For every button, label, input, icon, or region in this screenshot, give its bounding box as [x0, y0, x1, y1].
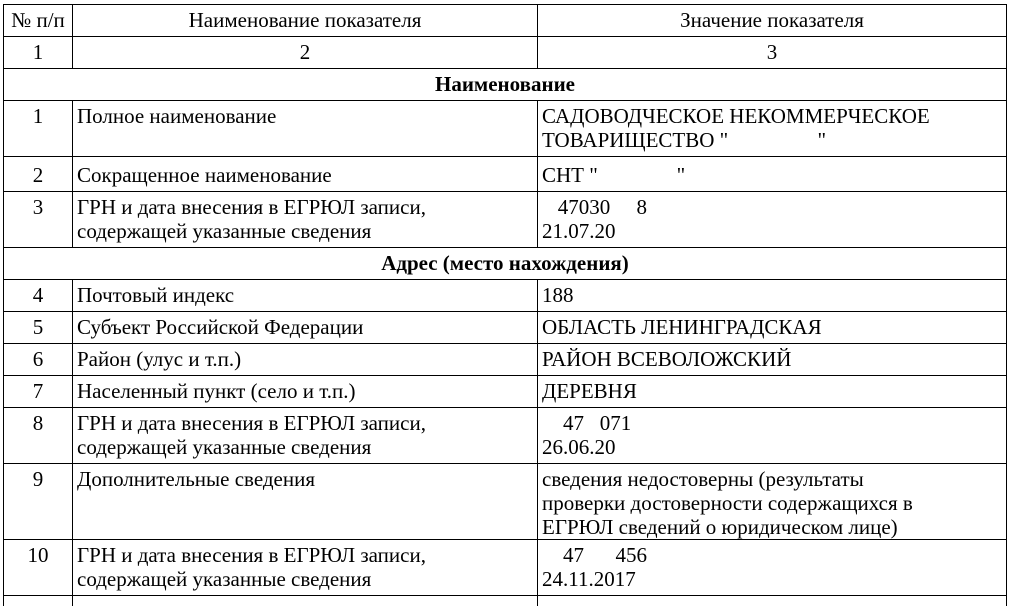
indicator-name — [73, 540, 538, 596]
empty-cell — [73, 596, 538, 607]
indicator-value — [538, 464, 1007, 540]
empty-cell — [538, 596, 1007, 607]
table-row — [4, 101, 1007, 157]
indicator-value-line: САДОВОДЧЕСКОЕ НЕКОММЕРЧЕСКОЕ — [542, 104, 930, 128]
header-num: № п/п — [4, 5, 73, 37]
section-heading-address — [4, 248, 1007, 280]
indicator-value — [538, 408, 1007, 464]
table-row — [4, 344, 1007, 376]
table-row — [4, 540, 1007, 596]
indicator-value — [538, 312, 1007, 344]
row-number: 2 — [4, 157, 73, 192]
egrul-extract-table — [3, 4, 1007, 606]
section-heading-name — [4, 69, 1007, 101]
indicator-name — [73, 408, 538, 464]
table-row — [4, 280, 1007, 312]
column-index: 2 — [73, 37, 538, 69]
row-number: 7 — [4, 376, 73, 408]
indicator-value-line: 24.11.2017 — [542, 567, 636, 591]
indicator-name — [73, 464, 538, 540]
indicator-value-line: 47030 8 — [542, 195, 647, 219]
indicator-name — [73, 344, 538, 376]
column-index-row — [4, 37, 1007, 69]
indicator-value — [538, 157, 1007, 192]
indicator-value-line: 26.06.20 — [542, 435, 616, 459]
indicator-name-line: Почтовый индекс — [77, 283, 235, 307]
row-number: 3 — [4, 192, 73, 248]
indicator-value-line: ЕГРЮЛ сведений о юридическом лице) — [542, 515, 898, 539]
section-title: Адрес (место нахождения) — [4, 248, 1007, 280]
indicator-name-line: содержащей указанные сведения — [77, 435, 372, 459]
header-indicator-name: Наименование показателя — [73, 5, 538, 37]
column-index: 1 — [4, 37, 73, 69]
empty-cell — [4, 596, 73, 607]
indicator-value — [538, 344, 1007, 376]
indicator-value — [538, 280, 1007, 312]
indicator-value-line: 47 456 — [542, 543, 647, 567]
indicator-name-line: Субъект Российской Федерации — [77, 315, 364, 339]
indicator-value-line: ОБЛАСТЬ ЛЕНИНГРАДСКАЯ — [542, 315, 822, 339]
row-number: 5 — [4, 312, 73, 344]
indicator-value-line: проверки достоверности содержащихся в — [542, 491, 913, 515]
row-number: 9 — [4, 464, 73, 540]
section-title: Наименование — [4, 69, 1007, 101]
indicator-name — [73, 192, 538, 248]
indicator-value — [538, 101, 1007, 157]
indicator-name — [73, 312, 538, 344]
indicator-value-line: 47 071 — [542, 411, 632, 435]
table-row — [4, 376, 1007, 408]
indicator-value-line: сведения недостоверны (результаты — [542, 467, 864, 491]
indicator-name-line: Дополнительные сведения — [77, 467, 316, 491]
table-header-row — [4, 5, 1007, 37]
indicator-name-line: содержащей указанные сведения — [77, 219, 372, 243]
column-index: 3 — [538, 37, 1007, 69]
indicator-value-line: РАЙОН ВСЕВОЛОЖСКИЙ — [542, 347, 792, 371]
indicator-name — [73, 280, 538, 312]
indicator-value-line: СНТ " " — [542, 163, 686, 187]
table-row — [4, 157, 1007, 192]
indicator-name-line: Полное наименование — [77, 104, 277, 128]
indicator-name-line: содержащей указанные сведения — [77, 567, 372, 591]
table-row — [4, 312, 1007, 344]
indicator-name-line: Район (улус и т.п.) — [77, 347, 242, 371]
table-row — [4, 408, 1007, 464]
indicator-name — [73, 157, 538, 192]
indicator-value-line: 21.07.20 — [542, 219, 616, 243]
indicator-value-line: ДЕРЕВНЯ — [542, 379, 637, 403]
header-indicator-value: Значение показателя — [538, 5, 1007, 37]
indicator-name — [73, 376, 538, 408]
indicator-name — [73, 101, 538, 157]
row-number: 4 — [4, 280, 73, 312]
indicator-name-line: ГРН и дата внесения в ЕГРЮЛ записи, — [77, 195, 426, 219]
row-number: 1 — [4, 101, 73, 157]
indicator-name-line: Сокращенное наименование — [77, 163, 332, 187]
indicator-value — [538, 192, 1007, 248]
indicator-name-line: ГРН и дата внесения в ЕГРЮЛ записи, — [77, 411, 426, 435]
indicator-name-line: ГРН и дата внесения в ЕГРЮЛ записи, — [77, 543, 426, 567]
row-number: 8 — [4, 408, 73, 464]
indicator-value-line: 188 — [542, 283, 574, 307]
row-number: 10 — [4, 540, 73, 596]
indicator-name-line: Населенный пункт (село и т.п.) — [77, 379, 356, 403]
indicator-value-line: ТОВАРИЩЕСТВО " " — [542, 128, 827, 152]
row-number: 6 — [4, 344, 73, 376]
table-row — [4, 464, 1007, 540]
table-row — [4, 192, 1007, 248]
table-row-cut-off — [4, 596, 1007, 607]
indicator-value — [538, 540, 1007, 596]
indicator-value — [538, 376, 1007, 408]
